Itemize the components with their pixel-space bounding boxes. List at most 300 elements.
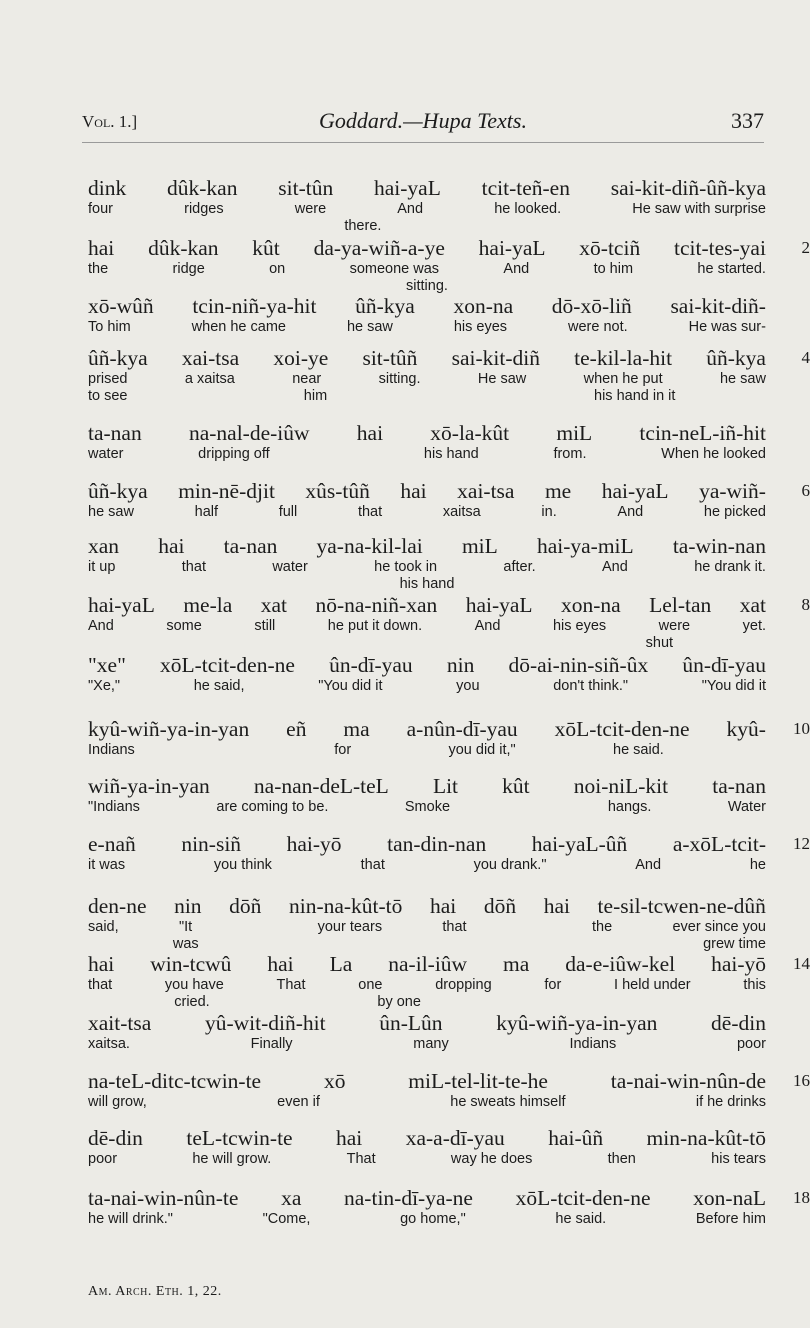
gloss-word: there. [344,218,382,234]
line-number: 12 [793,834,810,853]
gloss-word: him [303,388,328,404]
hupa-word: den-ne [88,894,147,918]
hupa-word: xō-tciñ [579,236,641,260]
hupa-word: xon-naL [693,1186,766,1210]
hupa-word: dē-din [88,1126,143,1150]
hupa-word: da-e-iûw-kel [565,952,676,976]
hupa-word: hai-yaL [601,479,669,503]
gloss-word: Indians [569,1036,617,1052]
gloss-word: he put it down. [327,618,423,634]
gloss-word: after. [503,559,536,575]
hupa-word: ûn-dī-yau [329,653,413,677]
gloss-word: "Xe," [88,678,121,694]
signature-mark: Am. Arch. Eth. 1, 22. [88,1284,222,1299]
gloss-word: sitting. [378,371,421,387]
hupa-line [88,652,766,678]
hupa-word: ma [503,952,530,976]
gloss-word: on [269,261,286,277]
text-line [88,893,766,953]
gloss-word: Indians [88,742,135,758]
hupa-word: hai [336,1126,363,1150]
hupa-word: xoi-ye [273,346,329,370]
gloss-word: To him [88,319,131,335]
english-gloss [88,371,766,388]
gloss-word: Before him [695,1211,766,1227]
hupa-word: hai-yaL-ûñ [531,832,628,856]
gloss-word: a xaitsa [184,371,235,387]
text-line [88,652,766,695]
english-gloss-continuation [88,388,766,405]
hupa-word: hai-yaL [373,176,441,200]
hupa-word: kyû-wiñ-ya-in-yan [496,1011,658,1035]
hupa-word: dink [88,176,127,200]
line-number: 18 [793,1188,810,1207]
hupa-line [88,420,766,446]
gloss-word: And [397,201,424,217]
hupa-word: ya-wiñ- [699,479,766,503]
hupa-word: yû-wit-diñ-hit [204,1011,326,1035]
text-line [88,716,810,759]
gloss-word: the [592,919,613,935]
line-number: 8 [801,595,810,614]
gloss-word: he saw [88,504,134,520]
hupa-word: win-tcwû [150,952,232,976]
english-gloss [88,678,766,695]
text-line [88,345,810,405]
gloss-word: he sweats himself [450,1094,566,1110]
hupa-word: da-ya-wiñ-a-ye [313,236,445,260]
hupa-word: ûñ-kya [88,479,148,503]
hupa-word: teL-tcwin-te [186,1126,293,1150]
gloss-word: it was [88,857,126,873]
hupa-word: ta-nai-win-nûn-de [610,1069,766,1093]
hupa-word: dûk-kan [148,236,219,260]
english-gloss [88,857,766,874]
gloss-word: even if [277,1094,320,1110]
hupa-word: ûñ-kya [88,346,148,370]
gloss-word: And [602,559,628,575]
hupa-word: hai-yō [286,832,342,856]
hupa-word: xai-tsa [181,346,240,370]
line-number: 4 [801,348,810,367]
hupa-word: nin-na-kût-tō [288,894,403,918]
hupa-word: na-il-iûw [388,952,468,976]
gloss-word: he [749,857,766,873]
gloss-word: that [360,857,385,873]
hupa-word: me [544,479,572,503]
gloss-word: "You did it [701,678,766,694]
gloss-word: his eyes [552,618,607,634]
gloss-word: this [743,977,766,993]
gloss-word: dripping off [198,446,270,462]
hupa-word: ûñ-kya [355,294,415,318]
gloss-word: your tears [317,919,383,935]
hupa-line [88,478,766,504]
english-gloss [88,201,766,218]
hupa-line [88,533,766,559]
gloss-word: full [278,504,298,520]
hupa-line [88,951,766,977]
hupa-line [88,1185,766,1211]
gloss-word: you [456,678,480,694]
gloss-word: you think [213,857,272,873]
gloss-word: And [474,618,501,634]
gloss-word: Finally [250,1036,293,1052]
gloss-word: his hand [399,576,455,592]
text-line [88,533,766,593]
gloss-word: to see [88,388,128,404]
hupa-word: nin [174,894,202,918]
hupa-word: xan [88,534,120,558]
text-line [88,773,766,816]
english-gloss-continuation [88,994,766,1011]
hupa-word: dûk-kan [167,176,238,200]
gloss-word: sitting. [406,278,448,294]
gloss-word: he said. [613,742,664,758]
gloss-word: When he looked [661,446,766,462]
english-gloss-continuation [88,635,766,652]
gloss-word: That [346,1151,376,1167]
gloss-word: some [166,618,202,634]
text-line [88,293,766,336]
english-gloss [88,799,766,816]
gloss-word: And [88,618,114,634]
gloss-word: when he put [583,371,663,387]
line-number: 6 [801,481,810,500]
hupa-word: nō-na-niñ-xan [315,593,438,617]
hupa-word: xa [281,1186,302,1210]
hupa-word: ûñ-kya [706,346,766,370]
gloss-word: xaitsa [442,504,481,520]
hupa-word: ûn-dī-yau [682,653,766,677]
gloss-word: that [442,919,467,935]
gloss-word: were [658,618,691,634]
hupa-word: sai-kit-diñ [451,346,540,370]
hupa-word: xon-na [453,294,514,318]
hupa-word: a-xōL-tcit- [672,832,766,856]
hupa-word: dō-xō-liñ [551,294,632,318]
gloss-word: one [358,977,383,993]
hupa-line [88,293,766,319]
gloss-word: And [617,504,644,520]
hupa-word: ta-nai-win-nûn-te [88,1186,239,1210]
hupa-word: na-nan-deL-teL [253,774,389,798]
hupa-word: xat [260,593,287,617]
english-gloss [88,559,766,576]
hupa-word: hai-yaL [478,236,546,260]
hupa-line [88,345,766,371]
gloss-word: if he drinks [695,1094,766,1110]
hupa-word: sit-tûn [278,176,334,200]
hupa-word: miL [461,534,498,558]
gloss-word: poor [88,1151,118,1167]
gloss-word: you drank." [473,857,547,873]
hupa-word: hai [158,534,185,558]
running-header [82,108,764,142]
gloss-word: his hand [423,446,479,462]
hupa-line [88,1125,766,1151]
hupa-word: te-kil-la-hit [574,346,673,370]
gloss-word: you have [164,977,224,993]
hupa-word: xō [323,1069,346,1093]
gloss-word: water [88,446,124,462]
english-gloss [88,446,766,463]
text-line [88,1068,810,1111]
hupa-word: xon-na [561,593,621,617]
hupa-word: min-na-kût-tō [646,1126,766,1150]
gloss-word: prised [88,371,128,387]
hupa-word: noi-niL-kit [573,774,669,798]
gloss-word: you did it," [448,742,516,758]
english-gloss-continuation [88,576,766,593]
hupa-word: xai-tsa [457,479,515,503]
hupa-word: tcin-neL-iñ-hit [639,421,766,445]
gloss-word: he looked. [494,201,562,217]
hupa-word: tcin-niñ-ya-hit [192,294,317,318]
hupa-word: ûn-Lûn [379,1011,443,1035]
hupa-word: dōñ [483,894,517,918]
gloss-word: way he does [450,1151,533,1167]
hupa-word: na-teL-ditc-tcwin-te [88,1069,262,1093]
hupa-word: eñ [286,717,307,741]
hupa-word: xōL-tcit-den-ne [554,717,690,741]
gloss-word: his eyes [453,319,508,335]
gloss-word: his hand in it [594,388,676,404]
hupa-word: xait-tsa [88,1011,152,1035]
english-gloss [88,1036,766,1053]
hupa-word: ta-win-nan [672,534,766,558]
gloss-word: "You did it [318,678,383,694]
hupa-word: xō-la-kût [430,421,510,445]
hupa-word: ta-nan [223,534,278,558]
header-divider [82,142,764,143]
gloss-word: in. [541,504,557,520]
gloss-word: to him [593,261,634,277]
gloss-word: yet. [742,618,766,634]
gloss-word: "It [178,919,193,935]
english-gloss [88,742,766,759]
text-line [88,1185,810,1228]
english-gloss [88,919,766,936]
hupa-line [88,831,766,857]
hupa-word: xa-a-dī-yau [405,1126,505,1150]
hupa-word: hai-yō [711,952,766,976]
hupa-word: kût [252,236,280,260]
gloss-word: And [503,261,530,277]
gloss-word: the [88,261,109,277]
gloss-word: he picked [703,504,766,520]
text-line [88,1125,766,1168]
hupa-word: ta-nan [712,774,766,798]
gloss-word: when he came [191,319,286,335]
hupa-word: xōL-tcit-den-ne [515,1186,651,1210]
hupa-word: tan-din-nan [387,832,487,856]
hupa-word: hai [88,236,115,260]
gloss-word: he said, [193,678,245,694]
gloss-word: water [272,559,308,575]
hupa-word: na-nal-de-iûw [188,421,310,445]
hupa-word: sai-kit-diñ- [670,294,766,318]
hupa-word: xōL-tcit-den-ne [160,653,295,677]
hupa-word: ya-na-kil-lai [316,534,423,558]
hupa-word: dē-din [711,1011,766,1035]
gloss-word: it up [88,559,116,575]
english-gloss [88,261,766,278]
gloss-word: Smoke [404,799,451,815]
hupa-word: a-nûn-dī-yau [406,717,518,741]
hupa-word: tcit-tes-yai [673,236,766,260]
gloss-word: xaitsa. [88,1036,130,1052]
gloss-word: ridges [184,201,224,217]
hupa-line [88,773,766,799]
line-number: 14 [793,954,810,973]
hupa-word: ma [343,717,370,741]
hupa-word: xûs-tûñ [305,479,370,503]
gloss-word: he drank it. [694,559,766,575]
gloss-word: then [607,1151,636,1167]
gloss-word: that [88,977,113,993]
hupa-word: e-nañ [88,832,136,856]
hupa-line [88,592,766,618]
hupa-word: dōñ [229,894,262,918]
text-line [88,175,766,235]
gloss-word: Water [727,799,766,815]
gloss-word: he saw [719,371,766,387]
gloss-word: And [635,857,662,873]
hupa-word: tcit-teñ-en [481,176,570,200]
gloss-word: "Indians [88,799,140,815]
text-line [88,951,810,1011]
gloss-word: "Come, [262,1211,311,1227]
gloss-word: he started. [697,261,766,277]
gloss-word: go home," [400,1211,466,1227]
hupa-line [88,1068,766,1094]
gloss-word: someone was [349,261,440,277]
gloss-word: grew time [703,936,766,952]
hupa-word: wiñ-ya-in-yan [88,774,210,798]
hupa-word: hai [88,952,115,976]
hupa-word: kyû-wiñ-ya-in-yan [88,717,250,741]
gloss-word: that [357,504,383,520]
hupa-word: "xe" [88,653,126,677]
english-gloss [88,977,766,994]
line-number: 16 [793,1071,810,1090]
hupa-line [88,235,766,261]
line-number: 2 [801,238,810,257]
gloss-word: by one [377,994,421,1010]
gloss-word: will grow, [88,1094,147,1110]
gloss-word: shut [645,635,674,651]
hupa-word: min-nē-djit [178,479,275,503]
running-title: Goddard.—Hupa Texts. [318,108,527,133]
gloss-word: don't think." [553,678,629,694]
hupa-word: xō-wûñ [88,294,154,318]
hupa-line [88,175,766,201]
hupa-word: nin-siñ [181,832,242,856]
hupa-line [88,716,766,742]
gloss-word: he will drink." [88,1211,173,1227]
gloss-word: he took in [374,559,438,575]
gloss-word: dropping [435,977,492,993]
hupa-word: kût [502,774,530,798]
hupa-word: hai [267,952,294,976]
hupa-line [88,1010,766,1036]
gloss-word: that [181,559,206,575]
line-number: 10 [793,719,810,738]
english-gloss [88,618,766,635]
gloss-word: poor [736,1036,766,1052]
gloss-word: cried. [174,994,210,1010]
gloss-word: four [88,201,113,217]
hupa-word: miL [556,421,593,445]
hupa-word: Lit [432,774,459,798]
hupa-word: hai-ûñ [548,1126,604,1150]
hupa-word: ta-nan [88,421,142,445]
gloss-word: ever since you [672,919,766,935]
gloss-word: half [194,504,219,520]
gloss-word: ridge [172,261,205,277]
gloss-word: for [544,977,562,993]
hupa-word: kyû- [726,717,766,741]
gloss-word: he will grow. [192,1151,272,1167]
gloss-word: from. [553,446,587,462]
hupa-word: te-sil-tcwen-ne-dûñ [597,894,766,918]
text-line [88,420,766,463]
hupa-word: La [329,952,353,976]
gloss-word: said, [88,919,119,935]
hupa-word: hai-ya-miL [536,534,634,558]
page-number: 337 [731,108,764,133]
hupa-word: Lel-tan [649,593,712,617]
english-gloss [88,1094,766,1111]
english-gloss [88,504,766,521]
gloss-word: are coming to be. [216,799,329,815]
gloss-word: That [276,977,306,993]
gloss-word: he saw [346,319,393,335]
hupa-word: hai [356,421,384,445]
text-line [88,1010,766,1053]
text-line [88,592,810,652]
hupa-word: nin [446,653,475,677]
volume-label: Vol. 1.] [82,112,138,131]
gloss-word: I held under [614,977,691,993]
hupa-word: dō-ai-nin-siñ-ûx [508,653,649,677]
gloss-word: He was sur- [688,319,766,335]
english-gloss [88,1211,766,1228]
english-gloss [88,1151,766,1168]
text-line [88,831,810,874]
gloss-word: for [334,742,352,758]
hupa-word: miL-tel-lit-te-he [408,1069,548,1093]
hupa-word: me-la [183,593,233,617]
hupa-word: hai [543,894,570,918]
hupa-word: sai-kit-diñ-ûñ-kya [610,176,766,200]
text-line [88,478,810,521]
gloss-word: were not. [568,319,628,335]
gloss-word: hangs. [607,799,652,815]
gloss-word: He saw [477,371,527,387]
hupa-word: sit-tûñ [362,346,418,370]
gloss-word: He saw with surprise [632,201,766,217]
hupa-word: hai [430,894,457,918]
gloss-word: his tears [711,1151,766,1167]
text-line [88,235,810,295]
english-gloss [88,319,766,336]
hupa-line [88,893,766,919]
hupa-word: hai-yaL [88,593,155,617]
gloss-word: were [294,201,327,217]
gloss-word: was [172,936,199,952]
